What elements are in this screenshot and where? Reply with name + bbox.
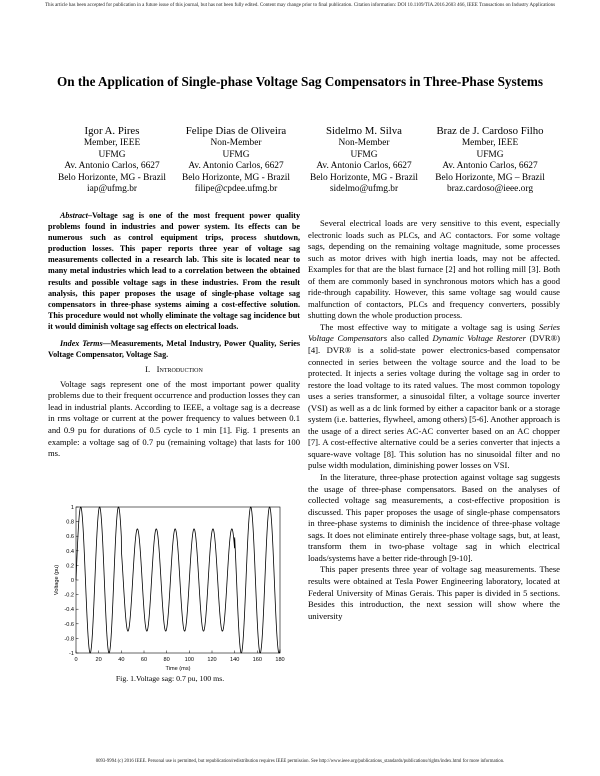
author-membership: Member, IEEE bbox=[83, 138, 141, 148]
x-tick-label: 140 bbox=[229, 657, 240, 663]
y-tick-label: 0.6 bbox=[66, 534, 74, 541]
x-tick-label: 40 bbox=[118, 657, 125, 663]
body-paragraph: The most effective way to mitigate a voltage sag is using Series Voltage Compensators also called Dynamic Voltage Restorer (DVR®) [4]. DVR® is a solid-state power electronics-based compensator connected in series between the voltage source and the load to be protected. It injects a series voltage during the voltage sag in order to restore the load voltage to its rated values. The most common topology uses a series transformer, a sinusoidal filter, a voltage source inverter (VSI) as well as a dc link formed by either a capacitor bank or a storage system (i.e. batteries, flywheel, among others) [5-6]. Another approach is the usage of a direct series AC-AC converter based on an AC chopper [7]. A cost-effective alternative could be a series converter that injects a square-wave voltage [8]. This solution has no sinusoidal filter and no pulse width modulation, diminishing power losses on VSI. bbox=[308, 321, 560, 471]
figure-caption: Fig. 1.Voltage sag: 0.7 pu, 100 ms. bbox=[115, 674, 225, 683]
author-block bbox=[166, 125, 306, 196]
abstract bbox=[48, 210, 300, 332]
index-terms-label: Index Terms bbox=[60, 339, 103, 349]
author-org: UFMG bbox=[98, 149, 126, 160]
author-email: filipe@cpdee.ufmg.br bbox=[194, 184, 278, 195]
y-tick-label: 1 bbox=[70, 505, 74, 511]
x-tick-label: 180 bbox=[275, 657, 285, 663]
x-tick-label: 60 bbox=[140, 657, 148, 663]
x-tick-label: 160 bbox=[252, 657, 263, 663]
author-email: sidelmo@ufmg.br bbox=[329, 184, 399, 195]
author-name: Igor A. Pires bbox=[84, 125, 140, 137]
y-tick-label: 0 bbox=[70, 578, 74, 584]
x-tick-label: 120 bbox=[207, 657, 217, 663]
author-address: Av. Antonio Carlos, 6627 bbox=[188, 161, 284, 172]
y-tick-label: -0.4 bbox=[64, 607, 74, 614]
x-tick-label: 0 bbox=[74, 657, 78, 663]
body-paragraph: In the literature, three-phase protection against voltage sag suggests the usage of three-phase compensators. Based on the analyses of collected voltage sag measurements, a cost-effective proposition is discussed. This paper proposes the usage of single-phase compensators in three-phase systems to diminish the incidence of three-phase voltage sags. It does not eliminate entirely three-phase voltage sags, but, at least, transform them in two-phase voltage sag in which electrical loads/systems have a better ride-through [9-10]. bbox=[308, 472, 560, 563]
y-tick-label: 0.8 bbox=[66, 519, 74, 526]
author-name: Sidelmo M. Silva bbox=[326, 125, 402, 137]
x-tick-label: 100 bbox=[184, 657, 195, 663]
body-paragraph: Several electrical loads are very sensitive to this event, especially electronic loads such as PLCs, and AC contactors. For some voltage sags, depending on the remaining voltage magnitude, some processes such as motor drives with high inertia loads, may not be affected. Examples for that are the blast furnace [2] and hot rolling mill [3]. Both of them are commonly based in synchronous motors which has a good ride-through capability. However, this same voltage sag would cause malfunction of contactors, PLCs and frequency converters, possibly shutting down the whole production process. bbox=[308, 218, 560, 321]
paper-title: On the Application of Single-phase Voltage Sag Compensators in Three-Phase Systems bbox=[56, 74, 544, 89]
y-tick-label: 0.4 bbox=[66, 548, 74, 555]
author-org: UFMG bbox=[476, 149, 504, 160]
intro-paragraph: Voltage sags represent one of the most important power quality problems due to their frequent occurrence and production losses they can lead in industrial plants. According to IEEE, a voltage sag is a decrease in rms voltage or current at the power frequency to values between 0.1 and 0.9 pu for durations of 0.5 cycle to 1 min [1]. Fig. 1 presents an example: a voltage sag of 0.7 pu (remaining voltage) that lasts for 100 ms. bbox=[48, 378, 300, 459]
left-column bbox=[48, 210, 300, 460]
author-address: Av. Antonio Carlos, 6627 bbox=[64, 161, 160, 172]
index-terms bbox=[48, 338, 300, 360]
author-membership: Non-Member bbox=[338, 138, 390, 148]
index-terms-text: —Measurements, Metal Industry, Power Quality, Series Voltage Compensator, Voltage Sag. bbox=[48, 339, 300, 360]
journal-banner: This article has been accepted for publication in a future issue of this journal, but has not been fully edited. Content may change prior to final publication. Citation information: DOI 10.1109/TIA.2016.2603 466, IEEE Transactions on Industry Applications bbox=[44, 3, 556, 8]
right-column bbox=[308, 218, 560, 622]
author-membership: Non-Member bbox=[210, 138, 262, 148]
x-tick-label: 20 bbox=[95, 657, 102, 663]
author-membership: Member, IEEE bbox=[461, 138, 519, 148]
author-block bbox=[420, 125, 560, 196]
author-block bbox=[42, 125, 182, 196]
author-org: UFMG bbox=[350, 149, 378, 160]
x-tick-label: 80 bbox=[163, 657, 170, 663]
author-name: Felipe Dias de Oliveira bbox=[185, 125, 287, 137]
author-city: Belo Horizonte, MG - Brazil bbox=[309, 172, 419, 183]
author-block bbox=[294, 125, 434, 196]
author-city: Belo Horizonte, MG - Brazil bbox=[57, 172, 167, 183]
abstract-label: Abstract bbox=[60, 211, 88, 220]
x-axis-ticks bbox=[74, 651, 284, 664]
author-org: UFMG bbox=[222, 149, 250, 160]
y-tick-label: -0.8 bbox=[64, 636, 74, 643]
y-tick-label: -0.6 bbox=[64, 621, 74, 628]
voltage-sag-chart bbox=[52, 500, 292, 672]
y-tick-label: -1 bbox=[69, 651, 74, 657]
y-axis-ticks bbox=[64, 505, 78, 657]
author-city: Belo Horizonte, MG - Brazil bbox=[181, 172, 291, 183]
body-paragraph: This paper presents three year of voltage sag measurements. These results were obtained at Tesla Power Engineering laboratory, located at Federal University of Minas Gerais. This paper is divided in 5 sections. Besides this introduction, the next session will show where the university bbox=[308, 564, 560, 621]
author-address: Av. Antonio Carlos, 6627 bbox=[316, 161, 412, 172]
author-name: Braz de J. Cardoso Filho bbox=[436, 125, 544, 137]
y-axis-label: Voltage (pu) bbox=[54, 564, 60, 596]
voltage-waveform-line bbox=[76, 507, 280, 653]
author-email: braz.cardoso@ieee.org bbox=[446, 184, 534, 195]
section-heading: I. Introduction bbox=[145, 364, 203, 375]
y-tick-label: -0.2 bbox=[64, 592, 74, 599]
author-address: Av. Antonio Carlos, 6627 bbox=[442, 161, 538, 172]
author-city: Belo Horizonte, MG – Brazil bbox=[435, 172, 545, 183]
abstract-text: –Voltage sag is one of the most frequent power quality problems found in industries and power system. Its effects can be numerous such as control equipment trips, process shutdown, production losses. This paper reports three year of voltage sag measurements collected in a research lab. This site is located near to many metal industries which lead to a correlation between the obtained results and possible voltage sags in these industries. From the result analysis, this paper proposes the usage of single-phase voltage sag compensators in three-phase systems aiming a cost-effective solution. This procedure would not wholly eliminate the voltage sag incidence but it would diminish voltage sag effects on electrical loads. bbox=[48, 211, 300, 331]
y-tick-label: 0.2 bbox=[66, 563, 74, 570]
copyright-footer: 0093-9994 (c) 2016 IEEE. Personal use is permitted, but republication/redistribution requires IEEE permission. See http://www.ieee.org/publications_standards/publications/rights/index.html for more information. bbox=[95, 759, 505, 764]
x-axis-label: Time (ms) bbox=[165, 666, 191, 672]
author-email: iap@ufmg.br bbox=[86, 184, 138, 195]
